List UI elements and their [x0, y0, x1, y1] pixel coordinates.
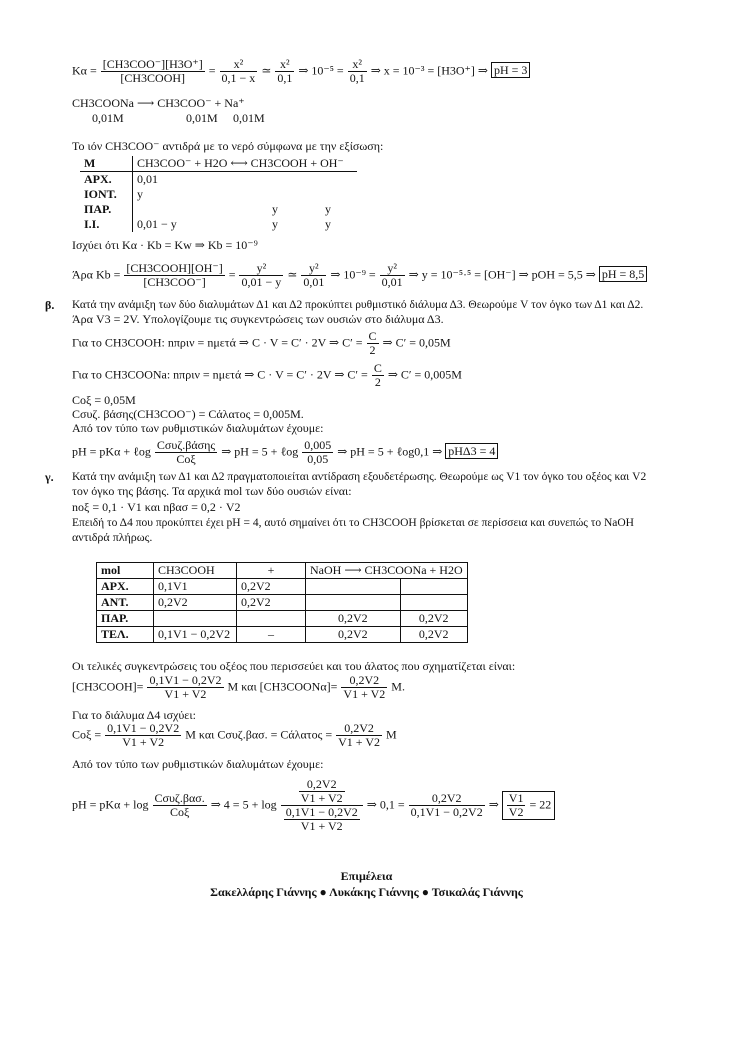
dissociation-reaction: CH3COONa ⟶ CH3COO⁻ + Na⁺ [72, 96, 245, 110]
neutralization-table [96, 562, 468, 643]
section-label-gamma: γ. [45, 470, 54, 484]
kb-relation: Ισχύει ότι Kα · Kb = Kw ⇒ Kb = 10⁻⁹ [72, 238, 258, 252]
table-row: ΑΝΤ. 0,2V2 0,2V2 [97, 595, 468, 611]
final-intro: Οι τελικές συγκεντρώσεις του οξέος που περισσεύει και του άλατος που σχηματίζεται είναι: [72, 659, 516, 673]
fraction: $\frac{\text{x²}}{0,1 - x}$ [221, 57, 256, 85]
fraction: $\frac{0,1V1 - 0,2V2}{V1 + V2}$ [149, 673, 222, 701]
fraction: $\frac{0,2V2}{0,1V1 - 0,2V2}$ [410, 791, 483, 819]
fraction: $\frac{\text{x²}}{0,1}$ [349, 57, 365, 85]
table-header-row: mol CH3COOH + NaOH ⟶ CH3COONa + H2O [97, 563, 468, 579]
fraction: $\frac{0,2V2}{V1 + V2}$ [343, 673, 386, 701]
beta-salt-calc: Για το CH3COONa: nπριν = nμετά ⇒ C · V = C′ · 2V ⇒ C′ = $\frac{C}{2}$ ⇒ C′ = 0,005M [72, 361, 462, 389]
fraction: $\frac{0,1V1 - 0,2V2}{V1 + V2}$ [285, 805, 358, 833]
fraction: $\frac{\text{y²}}{0,01}$ [303, 261, 325, 289]
d4-text: Για το διάλυμα Δ4 ισχύει: [72, 708, 196, 722]
gamma-line-4: Επειδή το Δ4 που προκύπτει έχει pH = 4, αυτό σημαίνει ότι το CH3COOH βρίσκεται σε περίσσεια και συνεπώς το NaOH [72, 517, 634, 529]
fraction: $\frac{0,005}{0,05}$ [304, 438, 332, 466]
gamma-line-2: τον όγκο της βάσης. Τα αρχικά mol των δύο ουσιών είναι: [72, 484, 352, 498]
dissociation-conc-3: 0,01M [233, 111, 265, 125]
fraction: $\frac{\text{Cσυζ.βασ.}}{\text{Cοξ}}$ [154, 791, 205, 819]
section-label-beta: β. [45, 298, 55, 312]
dissociation-conc-1: 0,01M [92, 111, 124, 125]
table-row: ΠΑΡ. y y [80, 202, 357, 217]
fraction: $\frac{\text{Cσυζ.βάσης}}{\text{Cοξ}}$ [156, 438, 216, 466]
result-box: pH = 3 [491, 62, 530, 78]
table-header-cell: M [80, 156, 133, 172]
ka-equation: Kα = $\frac{\text{[CH3COO⁻][H3O⁺]}}{\text{[CH3COOH]}}$ = $\frac{\text{x²}}{0,1 - x}$ ≃ $\frac{\text{x²}}{0,1}$ ⇒ 10⁻⁵ = $\frac{\text{x²}}{0,1}$ ⇒ x = 10⁻³ = [H3O⁺] ⇒ pH = 3 [72, 58, 530, 85]
final-ph-equation: pH = pKα + log $\frac{\text{Cσυζ.βασ.}}{\text{Cοξ}}$ ⇒ 4 = 5 + log $\frac{\frac{0,2V2}{V1 + V2}}{\frac{0,1V1 - 0,2V2}{V1 + V2}}$ ⇒ 0,1 = $\frac{0,2V2}{0,1V1 - 0,2V2}$ ⇒ $\frac{V1}{V2}$ = 22 [72, 778, 555, 833]
beta-acid-calc: Για το CH3COOH: nπριν = nμετά ⇒ C · V = C′ · 2V ⇒ C′ = $\frac{C}{2}$ ⇒ C′ = 0,05M [72, 329, 451, 357]
fraction: $\frac{C}{2}$ [368, 329, 377, 357]
beta-line-2: Άρα V3 = 2V. Υπολογίζουμε τις συγκεντρώσεις των ουσιών στο διάλυμα Δ3. [72, 312, 444, 326]
gamma-line-1: Κατά την ανάμιξη των Δ1 και Δ2 πραγματοποιείται αντίδραση εξουδετέρωσης. Θεωρούμε ως V1 τον όγκο του οξέος και V2 [72, 471, 647, 483]
table-header-cell: CH3COO⁻ + H2O ⟷ CH3COOH + OH⁻ [133, 156, 358, 172]
table-row: ΠΑΡ. 0,2V2 0,2V2 [97, 611, 468, 627]
hydrolysis-table [80, 156, 357, 232]
fraction: $\frac{0,2V2}{V1 + V2}$ [300, 777, 343, 805]
compound-fraction [281, 778, 363, 833]
gamma-line-3: nοξ = 0,1 · V1 και nβασ = 0,2 · V2 [72, 500, 241, 514]
footer-title: Επιμέλεια [340, 869, 393, 883]
fraction: $\frac{C}{2}$ [373, 361, 382, 389]
fraction: $\frac{\text{[CH3COO⁻][H3O⁺]}}{\text{[CH3COOH]}}$ [102, 57, 203, 85]
result-box: pH = 8,5 [599, 266, 647, 282]
fraction: $\frac{\text{y²}}{0,01}$ [381, 261, 403, 289]
fraction: $\frac{V1}{V2}$ [508, 791, 524, 819]
beta-ph-equation: pH = pKα + ℓog $\frac{\text{Cσυζ.βάσης}}{\text{Cοξ}}$ ⇒ pH = 5 + ℓog $\frac{0,005}{0,05}$ ⇒ pH = 5 + ℓog0,1 ⇒ pHΔ3 = 4 [72, 439, 498, 466]
fraction: $\frac{\text{y²}}{0,01 - y}$ [241, 261, 282, 289]
table-row: Ι.Ι. 0,01 − y y y [80, 217, 357, 232]
table-row: ΑΡΧ. 0,1V1 0,2V2 [97, 579, 468, 595]
final-buffer-text: Από τον τύπο των ρυθμιστικών διαλυμάτων έχουμε: [72, 757, 324, 771]
fraction: $\frac{\text{[CH3COOH][OH⁻]}}{\text{[CH3COO⁻]}}$ [126, 261, 223, 289]
fraction: $\frac{0,1V1 - 0,2V2}{V1 + V2}$ [107, 721, 180, 749]
beta-c-base: Cσυζ. βάσης(CH3COO⁻) = Cάλατος = 0,005M. [72, 407, 304, 421]
hydrolysis-text: Το ιόν CH3COO⁻ αντιδρά με το νερό σύμφωνα με την εξίσωση: [72, 139, 384, 153]
table-row: ΙΟΝΤ. y [80, 187, 357, 202]
kb-equation: Άρα Kb = $\frac{\text{[CH3COOH][OH⁻]}}{\text{[CH3COO⁻]}}$ = $\frac{\text{y²}}{0,01 - y}$ ≃ $\frac{\text{y²}}{0,01}$ ⇒ 10⁻⁹ = $\frac{\text{y²}}{0,01}$ ⇒ y = 10⁻⁵·⁵ = [OH⁻] ⇒ pOH = 5,5 ⇒ pH = 8,5 [72, 262, 647, 289]
gamma-line-5: αντιδρά πλήρως. [72, 530, 153, 544]
beta-c-acid: Cοξ = 0,05M [72, 393, 136, 407]
footer-authors: Σακελλάρης Γιάννης ● Λυκάκης Γιάννης ● Τσικαλάς Γιάννης [210, 885, 523, 899]
dissociation-conc-2: 0,01M [186, 111, 218, 125]
beta-buffer-text: Από τον τύπο των ρυθμιστικών διαλυμάτων έχουμε: [72, 421, 324, 435]
table-row: ΤΕΛ. 0,1V1 − 0,2V2 – 0,2V2 0,2V2 [97, 627, 468, 643]
table-row: ΑΡΧ. 0,01 [80, 172, 357, 188]
fraction: $\frac{\text{x²}}{0,1}$ [277, 57, 293, 85]
beta-line-1: Κατά την ανάμιξη των δύο διαλυμάτων Δ1 και Δ2 προκύπτει ρυθμιστικό διάλυμα Δ3. Θεωρούμε V τον όγκο των Δ1 και Δ2. [72, 299, 644, 311]
result-box: $\frac{V1}{V2}$ = 22 [502, 791, 555, 820]
ka-label: Kα = [72, 63, 97, 78]
result-box: pHΔ3 = 4 [445, 443, 498, 459]
final-concentrations: [CH3COOH]= $\frac{0,1V1 - 0,2V2}{V1 + V2}$ M και [CH3COONα]= $\frac{0,2V2}{V1 + V2}$ M. [72, 673, 405, 701]
d4-concentrations: Cοξ = $\frac{0,1V1 - 0,2V2}{V1 + V2}$ M και Cσυζ.βασ. = Cάλατος = $\frac{0,2V2}{V1 + V2}$ M [72, 721, 397, 749]
fraction: $\frac{0,2V2}{V1 + V2}$ [338, 721, 381, 749]
